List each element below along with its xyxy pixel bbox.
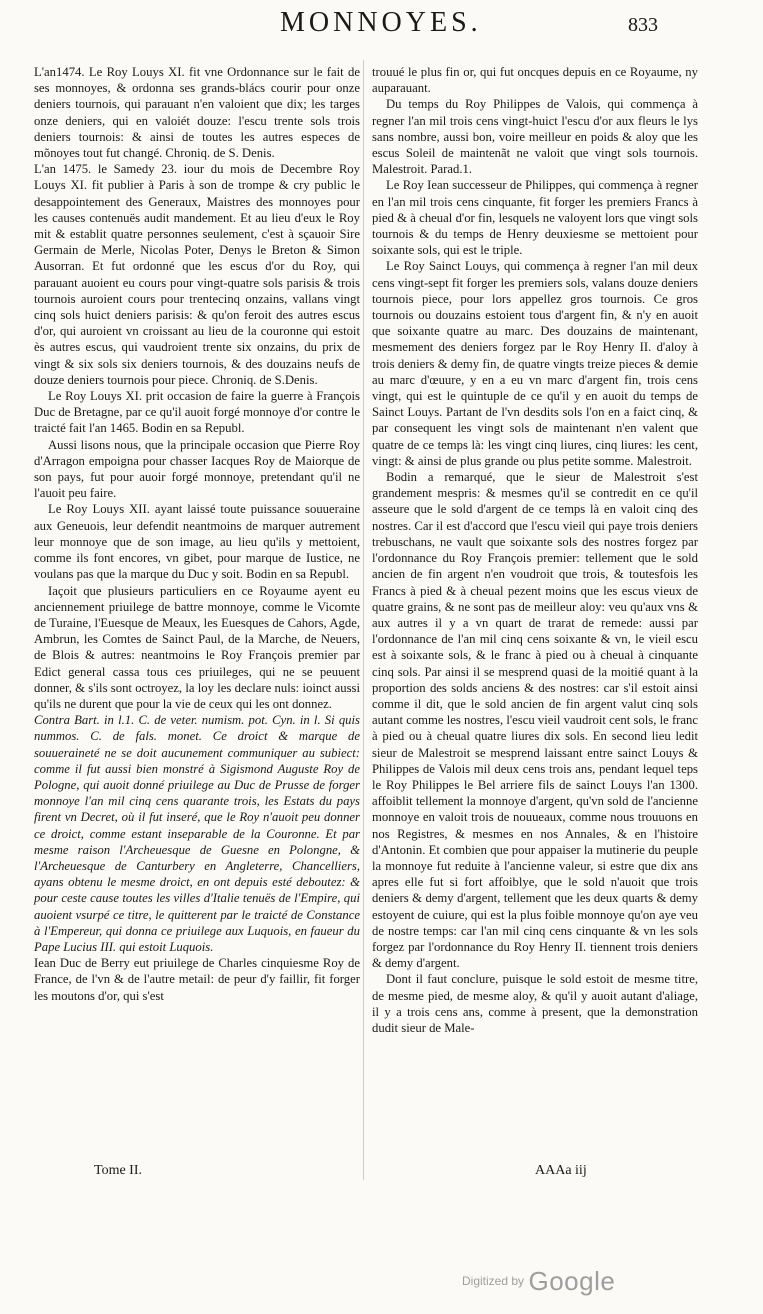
volume-label: Tome II.: [94, 1163, 143, 1178]
watermark-brand: Google: [528, 1266, 616, 1296]
paragraph-continuation: trouué le plus fin or, qui fut oncques depuis en ce Royaume, ny auparauant.: [372, 65, 698, 96]
paragraph-bodin-remark: Bodin a remarqué, que le sieur de Malestroit s'est grandement mespris: & mesmes qu'il se contredit en ce qu'il asseure que le sold d'argent de ce temps là en valoit cinq des nostres. Car il est d'accord que l'escu vieil qui paye trois deniers trebuschans, ne vault que soixante sols des nostres forgez par l'ordonnance du Roy François premier: tellement que le sold ancien de fin argent n'en voudroit que trois, & toutesfois les Francs à pied & à cheual pezent moins que les escus vieux de quatre grains, & ne sont pas de meilleur aloy: veu qu'aux vns & aux autres il y a vn quart de trarat de remede: aussi par l'ordonnance de l'an mil cinq cens soixante & vn, le vieil escu est à soixante sols, & le franc à pied ou à cheual à cinquante cinq sols. Par ainsi il se mesprend quasi de la moitié quant à la proportion des solds anciens & des nostres: car s'il estoit ainsi comme il dit, que le sold ancien de fin argent valut cinq sols autant comme les nostres, l'escu vieil vaudroit cent sols, le franc à pied ou à cheual quatre liures dix sols. En second lieu ledit sieur de Malestroit se mesprend laissant entre sainct Louys & Philippes de Valois mil deux cens trois ans, pendant lequel teps le Roy Philippes le Bel arriere fils de sainct Louys l'an 1300. affoiblit tellement la monnoye d'argent, qu'vn sold de l'ancienne monnoye en valoit trois de nouueaux, comme nous trouuons en nos Registres, & mesmes en nos Annales, & en l'histoire d'Antonin. Et combien que pour appaiser la mutinerie du peuple la monnoye fut reduite à l'ancienne valeur, si estre que dix ans apres elle fut si fort affoiblye, que le sold n'auoit que trois deniers & demy d'argent, tellement que les deux quarts & demy estoyent de cuiure, qui est la plus foible monnoye qu'on aye veu de nostre temps: car l'an mil cinq cens cinquante & vn les sols forgez par l'ordonnance du Roy Henry II. tiennent trois deniers & demy d'argent.: [372, 470, 698, 971]
paragraph-1474-ordinance: L'an1474. Le Roy Louys XI. fit vne Ordonnance sur le fait de ses monnoyes, & ordonna ses grands-blács courir pour onze deniers tournois, qui parauant n'en valoient que dix; les targes onze deniers, qui en valoiét douze: l'escu trente sols trois deniers tournois: & ainsi de toutes les autres especes de mõnoyes tout fut changé. Chroniq. de S. Denis.: [34, 65, 360, 161]
paragraph-1475-publication: L'an 1475. le Samedy 23. iour du mois de Decembre Roy Louys XI. fit publier à Paris à son de trompe & cry public le desappointement des Generaux, Maistres des monnoyes pour les causes contenuës audit mandement. Et au lieu d'eux le Roy mit & establit quatre personnes seulement, c'est à sçauoir Sire Germain de Merle, Nicolas Poter, Denys le Breton & Simon Ausorran. Et fut ordonné que les escus d'or du Roy, qui parauant auoient eu cours pour vingt-quatre sols parisis & trois tournois auroient cours pour trentecinq onzains, vallans vingt cinq sols huict deniers parisis: & qu'on feroit des autres escus d'or, qui auroient vn croissant au lieu de la couronne qui estoit ès autres escus, qui vaudroient trente six onzains, du prix de vingt & six sols six deniers tournois, & des douzains neufs de douze deniers tournois pour piece. Chroniq. de S.Denis.: [34, 162, 360, 387]
column-divider: [363, 60, 364, 1180]
digitization-watermark: [462, 1266, 615, 1296]
left-column: [34, 64, 360, 1004]
right-column: [372, 64, 698, 1036]
paragraph-louis-xi-brittany: Le Roy Louys XI. prit occasion de faire la guerre à François Duc de Bretagne, par ce qu'il auoit forgé monnoye d'or contre le traicté fait l'an 1465. Bodin en sa Republ.: [34, 389, 360, 436]
paragraph-sovereignty-citation: Contra Bart. in l.1. C. de veter. numism. pot. Cyn. in l. Si quis nummos. C. de fals. monet. Ce droict & marque de souueraineté ne se doit aucunement communiquer au subiect: comme il fut aussi bien monstré à Sigismond Auguste Roy de Pologne, qui auoit donné priuilege au Duc de Prusse de forger monnoye l'an mil cinq cens quarante trois, les Estats du pays firent vn Decret, où il fut inseré, que le Roy n'auoit peu donner ce droict, comme estant inseparable de la Couronne. Et par mesme raison l'Archeuesque de Guesne en Polongne, & l'Archeuesque de Canturbery en Angleterre, Chancelliers, ayans obtenu le mesme droict, en ont depuis esté deboutez: & pour ceste cause toutes les villes d'Italie tenuës de l'Empire, qui auoient vsurpé ce titre, le quitterent par le traicté de Constance à l'Empereur, qui donna ce priuilege aux Luquois, en faueur du Pape Lucius III. qui estoit Luquois.: [34, 713, 360, 954]
paragraph-louis-xii-genoa: Le Roy Louys XII. ayant laissé toute puissance souueraine aux Geneuois, leur defendit neantmoins de marquer autrement leur monnoye que de son image, au lieu qu'ils y mettoient, comme ils font encores, vn gibet, pour marque de Iustice, ne voulans pas que la marque du Duc y soit. Bodin en sa Republ.: [34, 502, 360, 582]
signature-mark: AAAa iij: [535, 1163, 587, 1178]
paragraph-conclusion: Dont il faut conclure, puisque le sold estoit de mesme titre, de mesme pied, de mesme aloy, & qu'il y auoit autant d'aliage, il y a trois cens ans, comme à present, que la demonstration dudit sieur de Male-: [372, 972, 698, 1035]
paragraph-roi-jean: Le Roy Iean successeur de Philippes, qui commença à regner en l'an mil trois cens cinquante, fit forger les premiers Francs à pied & à cheual d'or fin, lesquels ne valoyent lors que vingt sols tournois & du temps de Henry deuxiesme se mettoient pour soixante sols, qui est le triple.: [372, 178, 698, 258]
watermark-prefix: Digitized by: [462, 1274, 525, 1288]
paragraph-aragon: Aussi lisons nous, que la principale occasion que Pierre Roy d'Arragon empoigna pour chasser Iacques Roy de Maiorque de son pays, fut pour auoir forgé monnoye, pretendant qu'il ne l'auoit peu faire.: [34, 437, 360, 501]
paragraph-saint-louis: Le Roy Sainct Louys, qui commença à regner l'an mil deux cens vingt-sept fit forger les premiers sols, valans douze deniers tournois piece, pour lors appellez gros tournois. Ce gros tournois ou douzains estoient tous d'argent fin, & n'y en auoit que soixante quatre au marc. Des douzains de maintenant, mesmement des deniers forgez par le Roy Henry II. d'aloy à trois deniers & demy fin, de quatre vingts treize pieces & demie au marc d'œuure, y en a eu vn marc d'argent fin, trois cens vingt, qui est le quintuple de ce qu'il y en auoit du temps de Sainct Louys. Partant de l'vn desdits sols l'on en a faict cinq, & par consequent les vingt sols de maintenant n'en valent que quatre de ce temps là: les vingt cinq liures, cinq liures: les cent, vingt: & ainsi de plus grande ou plus petite somme. Malestroit.: [372, 259, 698, 468]
running-title: MONNOYES.: [280, 7, 482, 38]
paragraph-minting-privileges: Iaçoit que plusieurs particuliers en ce Royaume ayent eu anciennement priuilege de battre monnoye, comme le Vicomte de Turaine, l'Euesque de Meaux, les Euesques de Cahors, Agde, Ambrun, les Comtes de Sainct Paul, de la Marche, de Neuers, de Blois & autres: neantmoins le Roy François premier par Edict general cassa tous ces priuileges, qui ne se peuuent donner, & s'ils sont octroyez, la loy les declare nuls: ioinct aussi qu'ils ne durent que pour la vie de ceux qui les ont donnez.: [34, 583, 360, 711]
paragraph-philippe-de-valois: Du temps du Roy Philippes de Valois, qui commença à regner l'an mil trois cens vingt-huict l'escu d'or aux fleurs le lys sans nombre, aussi bon, voire meilleur en poids & aloy que les escus Soleil de maintenãt ne valoit que vingt sols tournois. Malestroit. Parad.1.: [372, 97, 698, 177]
paragraph-duke-of-berry: Iean Duc de Berry eut priuilege de Charles cinquiesme Roy de France, de l'vn & de l'autre metail: de peur d'y faillir, fit forger les moutons d'or, qui s'est: [34, 956, 360, 1003]
page-number: 833: [628, 14, 658, 36]
page-header: [0, 4, 763, 44]
